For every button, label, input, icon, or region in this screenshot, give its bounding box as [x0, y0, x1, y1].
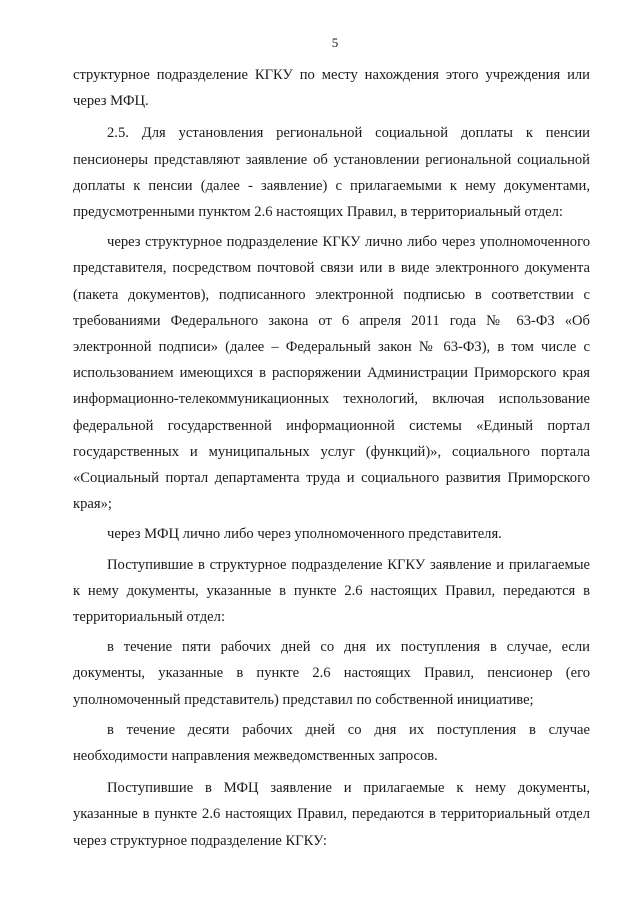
paragraph-clause-2-5: 2.5. Для установления региональной социальной доплаты к пенсии пенсионеры представляют заявление об установлении региональной социальной доплаты к пенсии (далее - заявление) с прилагаемыми к нему документами, предусмотренными пунктом 2.6 настоящих Правил, в территориальный отдел:	[73, 125, 590, 221]
paragraph-via-kgku: через структурное подразделение КГКУ лично либо через уполномоченного представителя, посредством почтовой связи или в виде электронного документа (пакета документов), подписанного электронной подписью в соответствии с требованиями Федерального закона от 6 апреля 2011 года № 63-ФЗ «Об электронной подписи» (далее – Федеральный закон № 63-ФЗ), в том числе с использованием имеющихся в распоряжении Администрации Приморского края информационно-телекоммуникационных технологий, включая использование федеральной государственной информационной системы «Единый портал государственных и муниципальных услуг (функций)», социального портала «Социальный портал департамента труда и социального развития Приморского края»;	[73, 234, 590, 513]
page-number: 5	[331, 35, 339, 50]
paragraph-mfc-transfer: Поступившие в МФЦ заявление и прилагаемые к нему документы, указанные в пункте 2.6 настоящих Правил, передаются в территориальный отдел через структурное подразделение КГКУ:	[73, 780, 590, 849]
paragraph-continuation: структурное подразделение КГКУ по месту нахождения этого учреждения или через МФЦ.	[73, 67, 590, 110]
paragraph-via-mfc: через МФЦ лично либо через уполномоченного представителя.	[107, 526, 502, 543]
paragraph-ten-days: в течение десяти рабочих дней со дня их поступления в случае необходимости направления межведомственных запросов.	[73, 721, 590, 765]
document-body	[73, 62, 590, 854]
paragraph-five-days: в течение пяти рабочих дней со дня их поступления в случае, если документы, указанные в пункте 2.6 настоящих Правил, пенсионер (его уполномоченный представитель) представил по собственной инициативе;	[73, 639, 590, 708]
paragraph-kgku-transfer: Поступившие в структурное подразделение КГКУ заявление и прилагаемые к нему документы, указанные в пункте 2.6 настоящих Правил, передаются в территориальный отдел:	[73, 556, 590, 626]
